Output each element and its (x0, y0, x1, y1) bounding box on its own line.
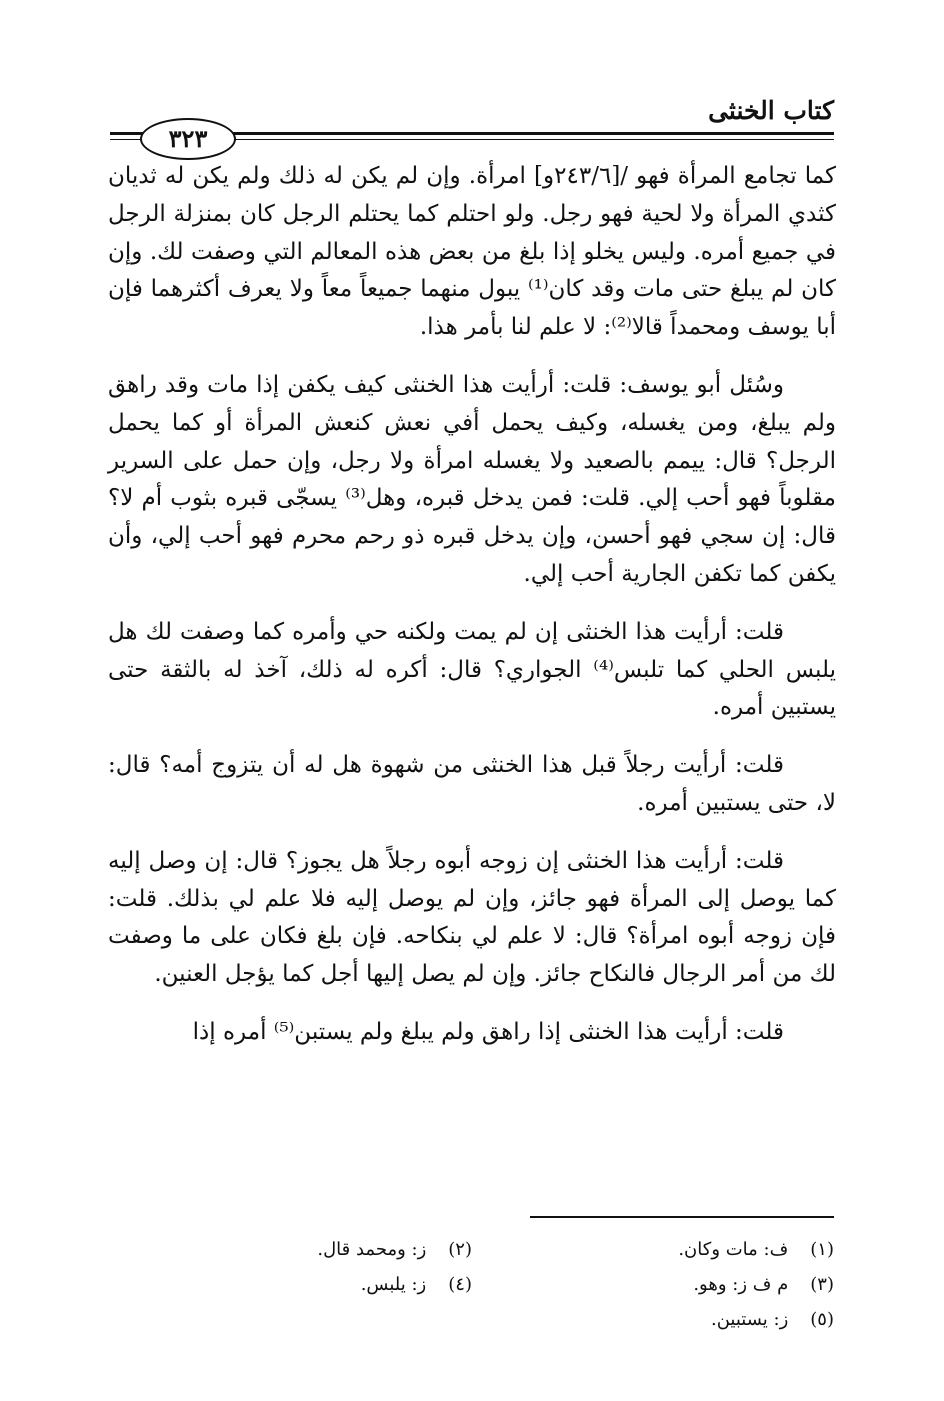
footnote-number: (١) (810, 1239, 834, 1260)
paragraph-6: قلت: أرأيت هذا الخنثى إذا راهق ولم يبلغ ولم يستبن⁽⁵⁾ أمره إذا (192, 1018, 784, 1045)
footnote-text: ف: مات وكان. (678, 1239, 789, 1260)
footnote-text: م ف ز: وهو. (693, 1274, 789, 1295)
paragraph-3: قلت: أرأيت هذا الخنثى إن لم يمت ولكنه حي وأمره كما وصفت لك هل يلبس الحلي كما تلبس⁽⁴⁾ الجواري؟ قال: أكره له ذلك، آخذ له بالثقة حتى يستبين أمره. (108, 618, 836, 721)
footnote-1 (472, 1232, 834, 1267)
footnote-number: (٥) (810, 1309, 834, 1330)
page-number: ٣٢٣ (140, 118, 236, 160)
running-title: كتاب الخنثى (708, 96, 834, 125)
footnote-number: (٣) (810, 1274, 834, 1295)
body-text (108, 158, 836, 1072)
footnotes (110, 1232, 834, 1337)
footnote-text: ز: يلبس. (360, 1274, 427, 1295)
paragraph-4: قلت: أرأيت رجلاً قبل هذا الخنثى من شهوة هل له أن يتزوج أمه؟ قال: لا، حتى يستبين أمره. (108, 752, 836, 816)
footnote-row (110, 1302, 834, 1337)
footnote-3 (472, 1267, 834, 1302)
footnote-number: (٤) (448, 1274, 472, 1295)
footnote-rule (530, 1216, 834, 1218)
footnote-row (110, 1267, 834, 1302)
footnote-2 (110, 1232, 472, 1267)
footnote-text: ز: ومحمد قال. (317, 1239, 427, 1260)
paragraph-2: وسُئل أبو يوسف: قلت: أرأيت هذا الخنثى كيف يكفن إذا مات وقد راهق ولم يبلغ، ومن يغسله، وكيف يحمل أفي نعش كنعش المرأة أو كما يحمل الرجل؟ قال: ييمم بالصعيد ولا يغسله امرأة ولا رجل، وإن حمل على السرير مقلوباً فهو أحب إلي. قلت: فمن يدخل قبره، وهل⁽³⁾ يسجّى قبره بثوب أم لا؟ قال: إن سجي فهو أحسن، وإن يدخل قبره ذو رحم محرم فهو أحب إلي، وأن يكفن كما تكفن الجارية أحب إلي. (108, 371, 837, 587)
footnote-number: (٢) (448, 1239, 472, 1260)
footnote-5 (472, 1302, 834, 1337)
footnote-row (110, 1232, 834, 1267)
paragraph-1: كما تجامع المرأة فهو /[٢٤٣/٦و] امرأة. وإن لم يكن له ذلك ولم يكن له ثديان كثدي المرأة ولا لحية فهو رجل. ولو احتلم كما يحتلم الرجل كان بمنزلة الرجل في جميع أمره. وليس يخلو إذا بلغ من بعض هذه المعالم التي وصفت لك. وإن كان لم يبلغ حتى مات وقد كان⁽¹⁾ يبول منهما جميعاً معاً ولا يعرف أكثرهما فإن أبا يوسف ومحمداً قالا⁽²⁾: لا علم لنا بأمر هذا. (108, 163, 836, 341)
footnote-4 (110, 1267, 472, 1302)
footnote-text: ز: يستبين. (711, 1309, 789, 1330)
paragraph-5: قلت: أرأيت هذا الخنثى إن زوجه أبوه رجلاً هل يجوز؟ قال: إن وصل إليه كما يوصل إلى المرأة فهو جائز، وإن لم يوصل إليه فلا علم لي بذلك. قلت: فإن زوجه أبوه امرأة؟ قال: لا علم لي بنكاحه. فإن بلغ فكان على ما وصفت لك من أمر الرجال فالنكاح جائز. وإن لم يصل إليها أجل كما يؤجل العنين. (108, 847, 836, 988)
